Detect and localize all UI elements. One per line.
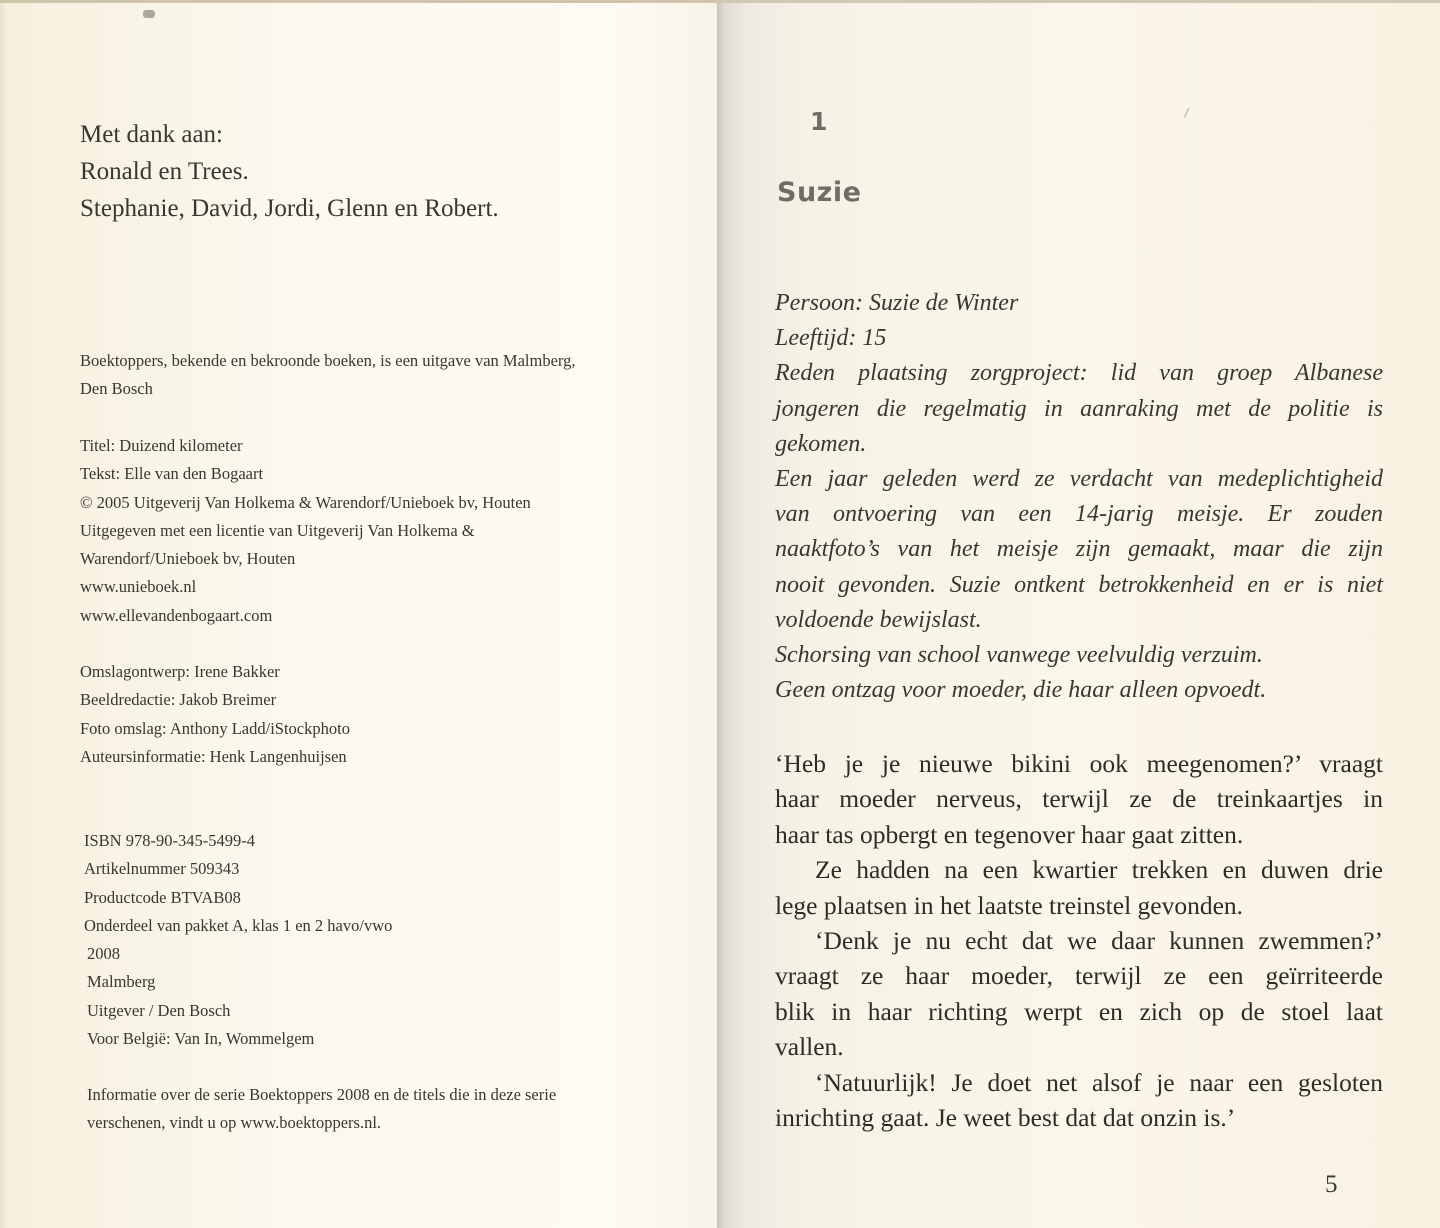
imprint-location: Uitgever / Den Bosch — [87, 1000, 231, 1020]
dossier-suspension: Schorsing van school vanwege veelvuldig verzuim. — [775, 642, 1263, 669]
dossier-history: voldoende bewijslast. — [775, 606, 982, 633]
colophon-publisher-block — [80, 347, 575, 404]
credit-cover-photo: Foto omslag: Anthony Ladd/iStockphoto — [80, 718, 350, 738]
imprint-belgium: Voor België: Van In, Wommelgem — [87, 1028, 315, 1048]
colophon-author: Tekst: Elle van den Bogaart — [80, 464, 264, 484]
imprint-year: 2008 — [87, 944, 120, 963]
dossier-reason: Reden plaatsing zorgproject: lid van groep Albanese — [775, 360, 1383, 387]
colophon-license: Warendorf/Unieboek bv, Houten — [80, 549, 296, 569]
colophon-url: www.ellevandenbogaart.com — [80, 605, 273, 625]
body-line: haar moeder nerveus, terwijl ze de treinkaartjes in — [775, 784, 1383, 814]
colophon-title: Titel: Duizend kilometer — [80, 436, 243, 455]
product-code: Productcode BTVAB08 — [84, 887, 241, 907]
dossier-history: nooit gevonden. Suzie ontkent betrokkenheid en er is niet — [775, 571, 1383, 598]
package-info: Onderdeel van pakket A, klas 1 en 2 havo/vwo — [84, 915, 393, 935]
body-line: ‘Denk je nu echt dat we daar kunnen zwemmen?’ — [815, 926, 1383, 956]
isbn: ISBN 978-90-345-5499-4 — [84, 831, 255, 850]
acknowledgements-heading: Met dank aan: — [80, 121, 224, 148]
body-line: vallen. — [775, 1032, 844, 1062]
credit-image-editing: Beeldredactie: Jakob Breimer — [80, 690, 277, 710]
acknowledgements-line: Stephanie, David, Jordi, Glenn en Robert. — [80, 195, 499, 222]
credit-author-info: Auteursinformatie: Henk Langenhuijsen — [80, 746, 347, 766]
acknowledgements-line: Ronald en Trees. — [80, 158, 249, 185]
colophon-codes-block — [84, 827, 392, 940]
body-line: haar tas opbergt en tegenover haar gaat zitten. — [775, 819, 1244, 849]
colophon-license: Uitgegeven met een licentie van Uitgeverij Van Holkema & — [80, 520, 475, 540]
colophon-title-block — [80, 432, 531, 630]
colophon-copyright: © 2005 Uitgeverij Van Holkema & Warendorf/Unieboek bv, Houten — [80, 492, 531, 512]
character-dossier — [775, 286, 1383, 708]
body-line: blik in haar richting werpt en zich op de stoel laat — [775, 996, 1383, 1026]
dossier-history: naaktfoto’s van het meisje zijn gemaakt, maar die zijn — [775, 536, 1383, 563]
paper-stain — [143, 10, 155, 18]
dossier-history: Een jaar geleden werd ze verdacht van medeplichtigheid — [775, 466, 1383, 493]
credit-cover-design: Omslagontwerp: Irene Bakker — [80, 662, 280, 681]
colophon-series-info — [87, 1081, 556, 1138]
body-line: lege plaatsen in het laatste treinstel gevonden. — [775, 890, 1244, 920]
series-info-line: verschenen, vindt u op www.boektoppers.nl. — [87, 1113, 382, 1133]
body-line: ‘Heb je je nieuwe bikini ook meegenomen?’ vraagt — [775, 749, 1383, 778]
colophon-line: Boektoppers, bekende en bekroonde boeken, is een uitgave van Malmberg, — [80, 351, 576, 370]
dossier-history: van ontvoering van een 14-jarig meisje. Er zouden — [775, 501, 1383, 528]
body-line: vraagt ze haar moeder, terwijl ze een geïrriteerde — [775, 961, 1383, 991]
dossier-reason: gekomen. — [775, 430, 867, 457]
colophon-url: www.unieboek.nl — [80, 577, 197, 597]
chapter-number: 1 — [810, 107, 828, 136]
page-number: 5 — [1325, 1171, 1338, 1198]
colophon-line: Den Bosch — [80, 379, 153, 399]
article-number: Artikelnummer 509343 — [84, 859, 240, 879]
dossier-age: Leeftijd: 15 — [775, 325, 887, 352]
chapter-body-text — [775, 746, 1383, 1135]
acknowledgements — [80, 116, 499, 227]
body-line: ‘Natuurlijk! Je doet net alsof je naar een gesloten — [815, 1067, 1383, 1097]
dossier-reason: jongeren die regelmatig in aanraking met de politie is — [775, 395, 1383, 422]
left-page-colophon — [0, 0, 717, 1228]
imprint-publisher: Malmberg — [87, 972, 156, 992]
body-line: inrichting gaat. Je weet best dat dat onzin is.’ — [775, 1103, 1236, 1133]
dossier-person: Persoon: Suzie de Winter — [775, 290, 1019, 316]
dossier-mother: Geen ontzag voor moeder, die haar alleen opvoedt. — [775, 677, 1267, 704]
chapter-title: Suzie — [777, 177, 862, 208]
series-info-line: Informatie over de serie Boektoppers 2008 en de titels die in deze serie — [87, 1085, 557, 1104]
colophon-imprint-block — [87, 940, 314, 1053]
colophon-credits-block — [80, 658, 350, 771]
body-line: Ze hadden na een kwartier trekken en duwen drie — [815, 855, 1383, 885]
